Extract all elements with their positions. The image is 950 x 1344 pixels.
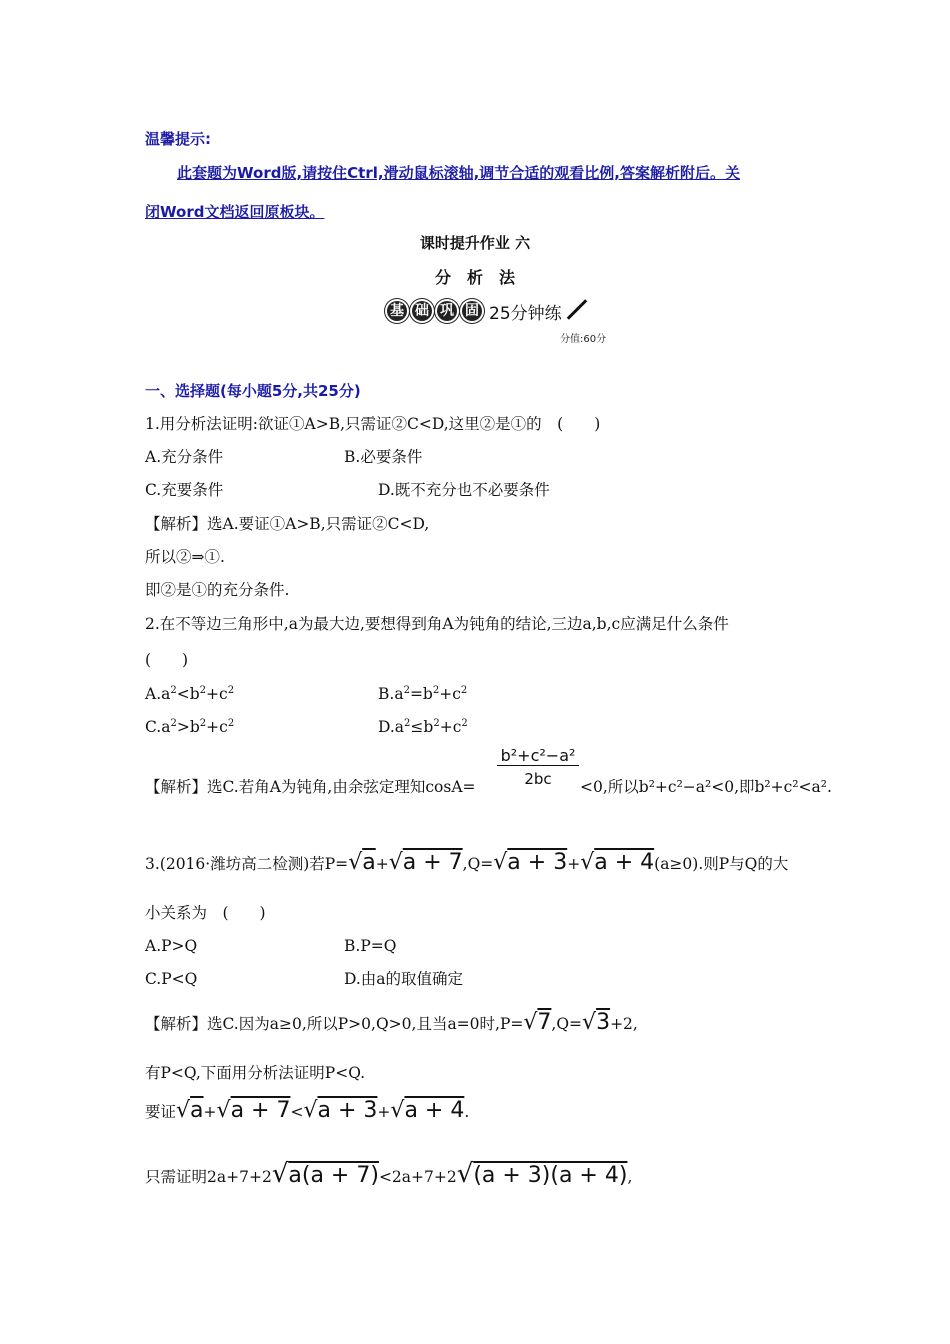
page-subtitle: 分 析 法 — [434, 268, 515, 287]
q2-analysis-text: 【解析】选C.若角A为钝角,由余弦定理知cosA= — [145, 778, 476, 796]
fraction-numerator: b²+c²−a² — [497, 746, 579, 766]
badge-char-3: 巩 — [435, 299, 459, 323]
q3-prove-line: 要证√a+√a + 7<√a + 3+√a + 4. — [145, 1098, 470, 1123]
q2-option-a: $A.a^2<b^2+c^2$ — [145, 685, 235, 703]
q2-stem: 2.在不等边三角形中,a为最大边,要想得到角A为钝角的结论,三边a,b,c应满足什么条件 — [145, 615, 729, 633]
q2-analysis-conclusion: <0,所以b²+c²−a²<0,即b²+c²<a². — [580, 778, 832, 796]
badge-char-1: 基 — [385, 299, 409, 323]
q3-option-c: C.P<Q — [145, 970, 198, 988]
section-badge — [385, 298, 590, 324]
q1-analysis-2: 所以②⇒①. — [145, 548, 225, 566]
page-title: 课时提升作业 六 — [419, 234, 531, 252]
q2-cos-fraction — [497, 746, 579, 788]
hint-title: 温馨提示: — [145, 130, 211, 148]
q1-analysis-1: 【解析】选A.要证①A>B,只需证②C<D, — [145, 515, 430, 533]
q1-option-a: A.充分条件 — [145, 448, 224, 466]
q3-analysis-1: 【解析】选C.因为a≥0,所以P>0,Q>0,且当a=0时,P=√7,Q=√3+2, — [145, 1010, 638, 1035]
q1-option-b: B.必要条件 — [344, 448, 423, 466]
fraction-denominator: 2bc — [524, 770, 552, 788]
q1-analysis-3: 即②是①的充分条件. — [145, 581, 290, 599]
hint-line-2[interactable]: 闭Word文档返回原板块。 — [145, 203, 325, 221]
q2-option-b: $B.a^2=b^2+c^2$ — [378, 685, 468, 703]
q3-option-a: A.P>Q — [145, 937, 198, 955]
hint-line-1[interactable]: 此套题为Word版,请按住Ctrl,滑动鼠标滚轴,调节合适的观看比例,答案解析附后。关 — [177, 164, 740, 182]
q2-option-d: $D.a^2\le b^2+c^2$ — [378, 718, 468, 736]
q1-option-d: D.既不充分也不必要条件 — [378, 481, 550, 499]
q3-analysis-2: 有P<Q,下面用分析法证明P<Q. — [145, 1064, 366, 1082]
section-heading: 一、选择题(每小题5分,共25分) — [145, 382, 361, 400]
q3-stem-2: 小关系为 ( ) — [145, 904, 266, 922]
q3-need-line: 只需证明2a+7+2√a(a + 7)<2a+7+2√(a + 3)(a + 4), — [145, 1159, 633, 1189]
pen-icon — [566, 299, 587, 320]
q1-stem: 1.用分析法证明:欲证①A>B,只需证②C<D,这里②是①的 ( ) — [145, 415, 601, 433]
q3-option-b: B.P=Q — [344, 937, 397, 955]
score-label: 分值:60分 — [560, 334, 607, 345]
badge-char-4: 固 — [460, 299, 484, 323]
q2-option-c: $C.a^2>b^2+c^2$ — [145, 718, 235, 736]
badge-char-2: 础 — [410, 299, 434, 323]
q3-option-d: D.由a的取值确定 — [344, 970, 464, 988]
badge-time: 25分钟练 — [489, 303, 562, 324]
q2-stem-2: ( ) — [145, 651, 189, 669]
q3-stem: 3.(2016·潍坊高二检测)若P=√a+√a + 7,Q=√a + 3+√a + 4(a≥0).则P与Q的大 — [145, 850, 789, 875]
q1-option-c: C.充要条件 — [145, 481, 224, 499]
